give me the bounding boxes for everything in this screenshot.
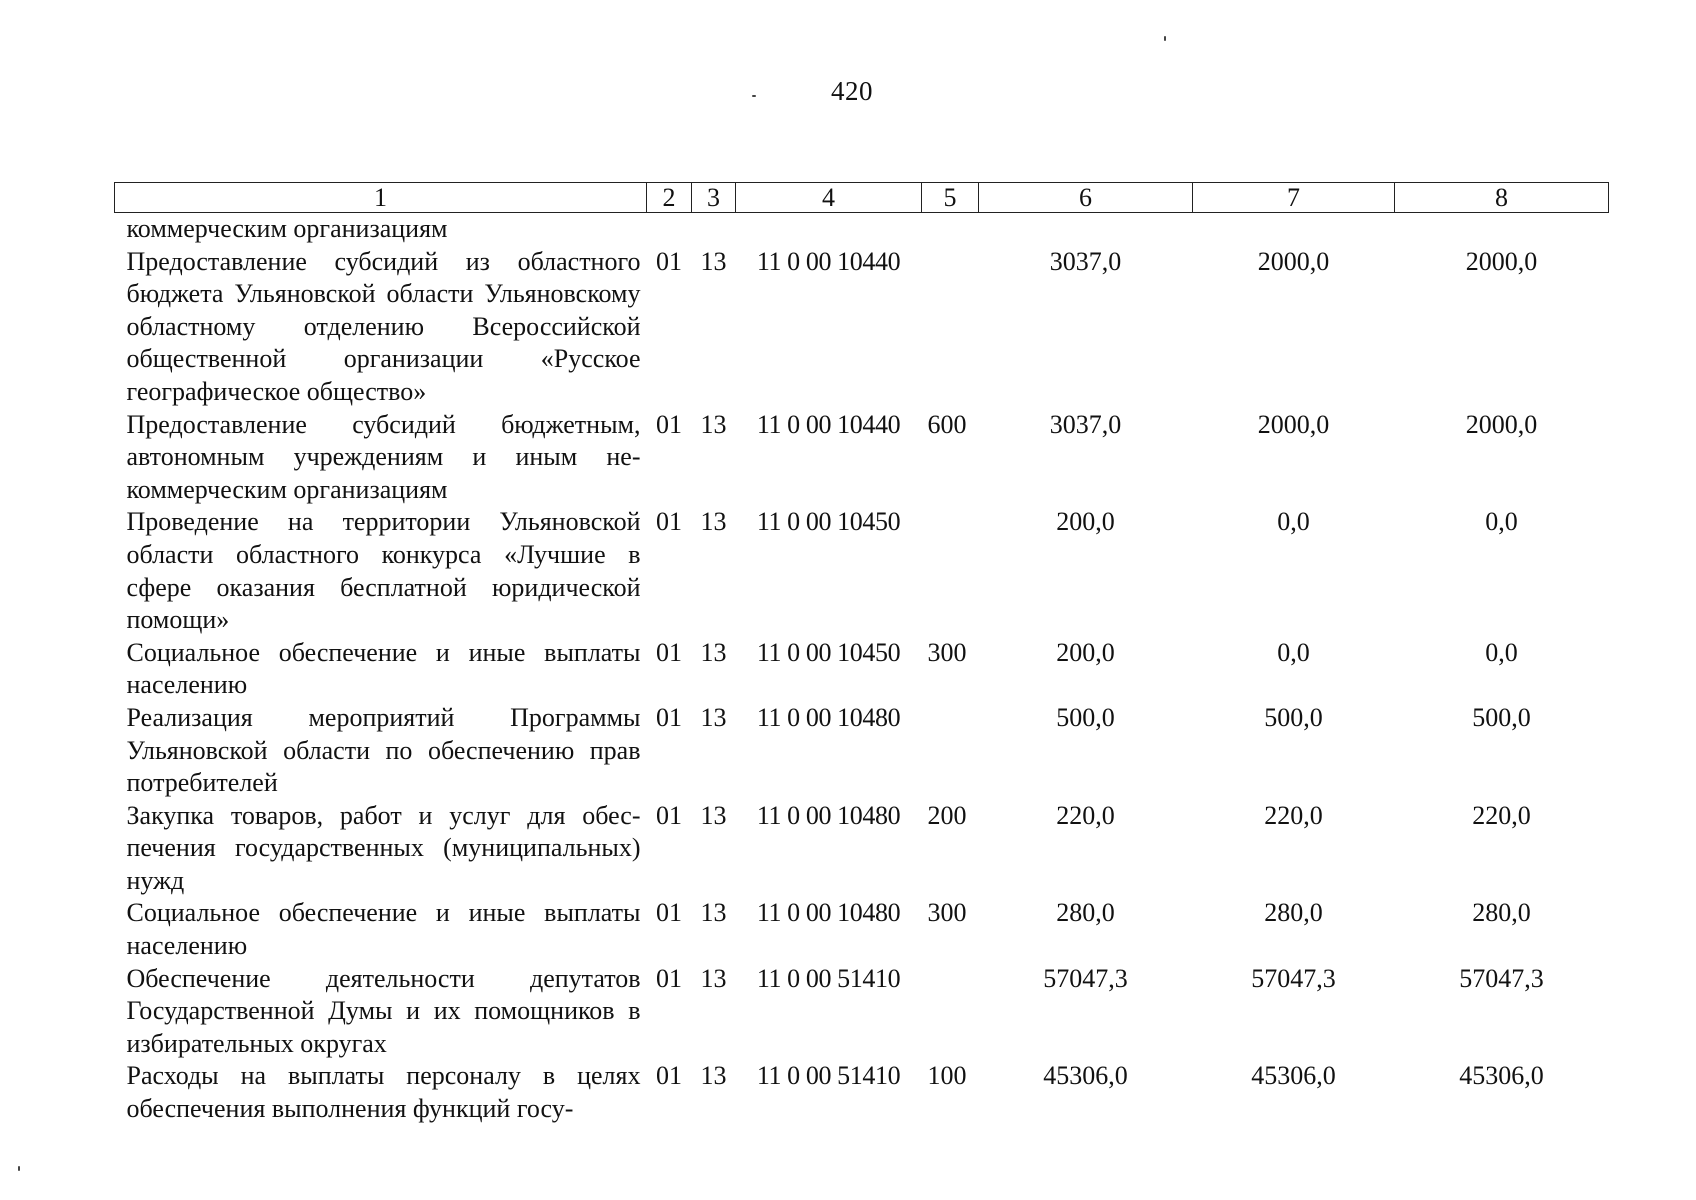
expense-type-code: 300 (927, 637, 967, 667)
expense-type-code (922, 702, 979, 800)
amount-col6: 57047,3 (1043, 963, 1128, 993)
table-row (115, 800, 1609, 898)
subsection-code: 13 (700, 409, 727, 439)
table-row (115, 963, 1609, 1061)
target-article-code: 11 0 00 10440 (756, 409, 901, 439)
row-name: Предоставление субсидий из областного бюджета Ульяновской области Ульяновскому областному отделению Всероссийской общественной организации «Русское географическое общество» (126, 246, 641, 406)
expense-type-code (922, 963, 979, 1061)
section-code: 01 (656, 898, 682, 928)
amount-col6: 3037,0 (1049, 409, 1122, 439)
subsection-code: 13 (700, 702, 727, 732)
amount-col8: 220,0 (1472, 800, 1531, 830)
row-name: Закупка товаров, работ и услуг для обеспечения государственных (муниципальных) нужд (126, 800, 641, 895)
amount-col8: 0,0 (1485, 637, 1518, 667)
row-name: Реализация мероприятий Программы Ульяновской области по обеспечению прав потребителей (126, 702, 641, 798)
amount-col7: 57047,3 (1251, 963, 1336, 993)
amount-col7: 0,0 (1277, 637, 1310, 667)
subsection-code: 13 (700, 1061, 727, 1091)
table-row (115, 409, 1609, 507)
amount-col8: 2000,0 (1465, 409, 1538, 439)
amount-col8: 280,0 (1472, 898, 1531, 928)
amount-col7: 0,0 (1277, 507, 1310, 537)
target-article-code: 11 0 00 10450 (756, 637, 901, 667)
section-code: 01 (656, 637, 682, 667)
amount-col6: 45306,0 (1043, 1061, 1128, 1091)
section-code: 01 (656, 963, 682, 993)
scan-speck (1164, 36, 1166, 41)
row-name: Обеспечение деятельности депутатов Государственной Думы и их помощников в избирательных округах (126, 963, 641, 1058)
target-article-code: 11 0 00 10480 (756, 898, 901, 928)
expense-type-code: 600 (927, 409, 967, 439)
column-header-8: 8 (1395, 183, 1609, 213)
target-article-code: 11 0 00 51410 (756, 963, 901, 993)
amount-col7: 280,0 (1264, 898, 1323, 928)
amount-col8: 500,0 (1472, 702, 1531, 732)
section-code: 01 (656, 800, 682, 830)
subsection-code: 13 (700, 246, 727, 276)
amount-col6: 280,0 (1056, 898, 1115, 928)
table-header (115, 183, 1609, 213)
subsection-code: 13 (700, 637, 727, 667)
subsection-code: 13 (700, 898, 727, 928)
table-row (115, 897, 1609, 962)
table-row (115, 506, 1609, 636)
target-article-code: 11 0 00 10450 (756, 507, 901, 537)
target-article-code: 11 0 00 10480 (756, 800, 901, 830)
budget-table (114, 182, 1609, 1126)
amount-col6: 500,0 (1056, 702, 1115, 732)
scan-speck (18, 1166, 20, 1171)
table-body (115, 213, 1609, 1126)
expense-type-code: 100 (927, 1061, 967, 1091)
continuation-row (115, 213, 1609, 246)
section-code: 01 (656, 246, 682, 276)
amount-col6: 200,0 (1056, 637, 1115, 667)
amount-col7: 220,0 (1264, 800, 1323, 830)
amount-col6: 200,0 (1056, 507, 1115, 537)
amount-col8: 0,0 (1485, 507, 1518, 537)
expense-type-code: 200 (927, 800, 967, 830)
table-row (115, 246, 1609, 409)
column-header-3: 3 (692, 183, 736, 213)
column-header-5: 5 (922, 183, 979, 213)
amount-col6: 220,0 (1056, 800, 1115, 830)
target-article-code: 11 0 00 10440 (756, 246, 901, 276)
expense-type-code (922, 506, 979, 636)
page-number: 420 (831, 76, 873, 106)
row-name: Проведение на территории Ульяновской области областного конкурса «Лучшие в сфере оказания бесплатной юридической помощи» (126, 507, 641, 635)
amount-col8: 57047,3 (1459, 963, 1544, 993)
row-name: Социальное обеспечение и иные выплаты населению (126, 898, 641, 961)
table-row (115, 637, 1609, 702)
amount-col7: 2000,0 (1257, 409, 1330, 439)
expense-type-code (922, 246, 979, 409)
column-header-6: 6 (979, 183, 1193, 213)
column-header-7: 7 (1193, 183, 1395, 213)
expense-type-code: 300 (927, 898, 967, 928)
section-code: 01 (656, 409, 682, 439)
subsection-code: 13 (700, 963, 727, 993)
amount-col8: 2000,0 (1465, 246, 1538, 276)
row-name: Предоставление субсидий бюджетным, автономным учреждениям и иным некоммерческим организациям (126, 409, 641, 504)
target-article-code: 11 0 00 10480 (756, 702, 901, 732)
amount-col7: 45306,0 (1251, 1061, 1336, 1091)
amount-col7: 500,0 (1264, 702, 1323, 732)
header-row (115, 183, 1609, 213)
section-code: 01 (656, 1061, 682, 1091)
amount-col7: 2000,0 (1257, 246, 1330, 276)
column-header-1: 1 (115, 183, 647, 213)
target-article-code: 11 0 00 51410 (756, 1061, 901, 1091)
scan-speck (752, 95, 756, 97)
column-header-2: 2 (647, 183, 692, 213)
table-row (115, 702, 1609, 800)
row-name: Расходы на выплаты персоналу в целях обеспечения выполнения функций госу- (126, 1061, 641, 1124)
table-row (115, 1060, 1609, 1125)
amount-col6: 3037,0 (1049, 246, 1122, 276)
section-code: 01 (656, 702, 682, 732)
continuation-text: коммерческим организациям (126, 214, 448, 243)
section-code: 01 (656, 507, 682, 537)
row-name: Социальное обеспечение и иные выплаты населению (126, 637, 641, 700)
column-header-4: 4 (736, 183, 922, 213)
amount-col8: 45306,0 (1459, 1061, 1544, 1091)
subsection-code: 13 (700, 800, 727, 830)
subsection-code: 13 (700, 507, 727, 537)
